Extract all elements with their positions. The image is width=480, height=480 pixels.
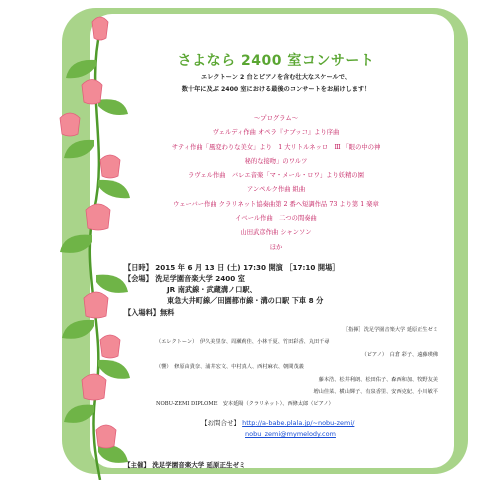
director-line: ［指揮］洗足学園音楽大学 延原正生ゼミ bbox=[342, 327, 438, 333]
program-item: イベール作曲 二つの間奏曲 bbox=[235, 215, 317, 223]
event-info bbox=[124, 262, 340, 306]
access-line-1: JR 南武線・武蔵溝ノ口駅、 bbox=[167, 285, 257, 294]
special-guest-line: NOBU-ZEMI DIPLOME 安本延陽（クラリネット）、西條太郎（ピアノ） bbox=[156, 401, 334, 408]
hall-line-2: 藤本浩、松井利朗、松田佑子、森西和加、牧野友美 bbox=[318, 376, 438, 383]
flyer-content bbox=[106, 0, 446, 480]
program-heading: 〜プログラム〜 bbox=[253, 115, 298, 122]
program-item: ウェーバー作曲 クラリネット協奏曲第 2 番へ短調作品 73 より第 1 楽章 bbox=[173, 200, 379, 208]
venue-line: 【会場】 洗足学園音楽大学 2400 室 bbox=[124, 274, 245, 283]
electone-line: （エレクトーン） 伊久美里奈、周瀬莉佳、小林千夏、竹田彩香、丸田千尋 bbox=[156, 339, 330, 346]
admission-fee: 【入場料】無料 bbox=[124, 308, 175, 317]
program-item: ヴェルディ作曲 オペラ『ナブッコ』より序曲 bbox=[212, 129, 340, 137]
contact-email-link[interactable]: nobu_zemi@mymelody.com bbox=[245, 430, 336, 438]
intro-line-2: 数十年に及ぶ 2400 室における最後のコンサートをお届けします！ bbox=[181, 86, 371, 93]
hall-line-1: （響） 修原由貴奈、浦井宏文、中村真人、西村麻衣、朝間茂義 bbox=[156, 364, 304, 371]
hall-line-3: 増山佳菜、横山輝子、有泉香里、安西克紀、小川敏平 bbox=[313, 389, 438, 396]
program-item: 秘的な接吻」のワルツ bbox=[244, 157, 308, 165]
intro-line-1: エレクトーン 2 台とピアノを含む壮大なスケールで、 bbox=[201, 74, 351, 81]
access-line-2: 東急大井町線／田園都市線・溝の口駅 下車 8 分 bbox=[167, 296, 324, 305]
program-list bbox=[106, 112, 446, 255]
program-item: 山田武彦作曲 シャンソン bbox=[240, 229, 312, 237]
contact-url-link[interactable]: http://a-babe.plala.jp/~nobu-zemi/ bbox=[242, 419, 355, 427]
concert-title: さよなら 2400 室コンサート bbox=[177, 53, 375, 69]
piano-line: （ピアノ） 白倉 彩子、遠藤瑛佛 bbox=[361, 351, 438, 358]
date-line: 【日時】 2015 年 6 月 13 日 (土) 17:30 開演 ［17:10 開場］ bbox=[124, 263, 340, 272]
sponsor-line: 【主催】 洗足学園音楽大学 延原正生ゼミ bbox=[124, 461, 246, 469]
program-item: サティ作曲「風変わりな美女」より 1 大リトルネッロ Ⅲ 「眼の中の神 bbox=[171, 143, 381, 151]
program-item: ラヴェル作曲 バレエ音楽「マ・メール・ロワ」より妖精の園 bbox=[188, 172, 364, 180]
program-item: アンペルク作曲 組曲 bbox=[246, 186, 306, 194]
intro-text bbox=[106, 72, 446, 96]
program-item: ほか bbox=[269, 243, 283, 251]
contact-block bbox=[201, 418, 354, 440]
contact-label: 【お問合せ】 bbox=[201, 419, 240, 427]
performers-list bbox=[156, 324, 438, 411]
